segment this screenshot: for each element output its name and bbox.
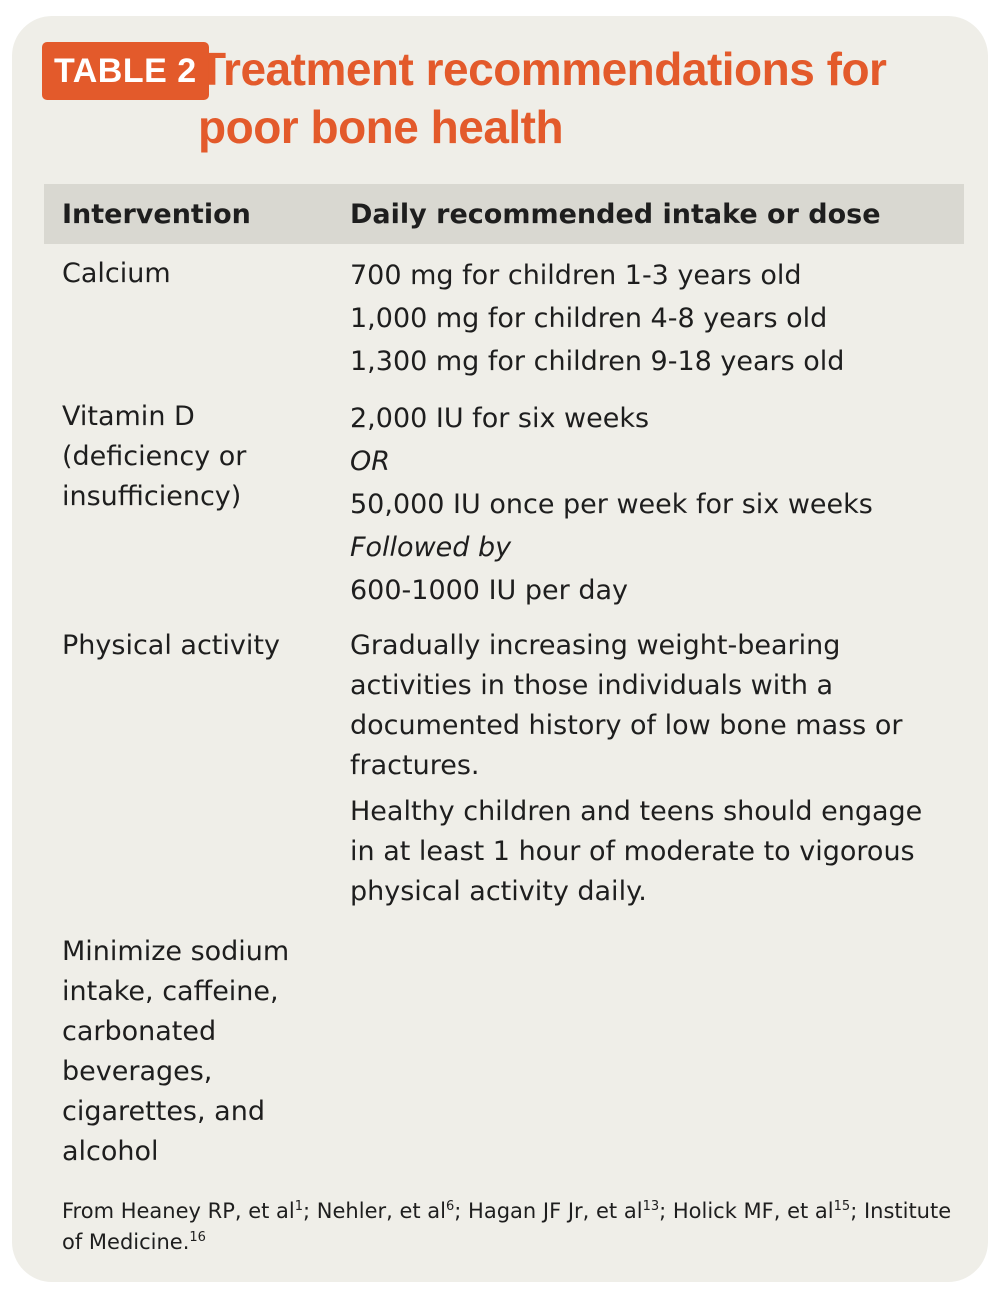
table-row-minimize <box>44 932 964 1172</box>
table-header-row <box>44 184 964 244</box>
dose-connector: Followed by <box>350 532 512 563</box>
table-number-badge: TABLE 2 <box>42 42 209 100</box>
reference-number: 6 <box>446 1199 455 1214</box>
dose-paragraph: Healthy children and teens should engage in at least 1 hour of moderate to vigorous physical activity daily. <box>350 796 923 907</box>
dose-line: 600-1000 IU per day <box>350 575 628 606</box>
recommendations-table <box>44 184 964 1172</box>
table-card <box>12 16 988 1282</box>
dose-cell <box>350 254 964 383</box>
dose-line: 50,000 IU once per week for six weeks <box>350 489 873 520</box>
footnote-text: ; Holick MF, et al <box>659 1199 834 1223</box>
intervention-cell: Physical activity <box>62 630 280 661</box>
header-intervention: Intervention <box>62 198 251 230</box>
dose-cell <box>350 397 964 612</box>
dose-line: 1,300 mg for children 9-18 years old <box>350 346 845 377</box>
footnote-text: From Heaney RP, et al <box>62 1199 295 1223</box>
table-row-physical-activity <box>44 626 964 912</box>
table-row-vitamin-d <box>44 397 964 612</box>
dose-paragraph: Gradually increasing weight-bearing activities in those individuals with a documented history of low bone mass or fractures. <box>350 630 903 781</box>
table-footnote <box>62 1196 962 1258</box>
dose-line: 700 mg for children 1-3 years old <box>350 260 802 291</box>
header-daily-intake: Daily recommended intake or dose <box>350 198 881 230</box>
footnote-text: ; Institute of Medicine. <box>62 1199 952 1254</box>
reference-number: 13 <box>642 1199 660 1214</box>
footnote-text: ; Nehler, et al <box>303 1199 447 1223</box>
footnote-text: ; Hagan JF Jr, et al <box>454 1199 643 1223</box>
table-row-calcium <box>44 254 964 383</box>
intervention-cell: Calcium <box>62 258 171 289</box>
table-title: Treatment recommendations for poor bone health <box>198 43 887 153</box>
reference-number: 16 <box>189 1230 206 1245</box>
dose-line: 1,000 mg for children 4-8 years old <box>350 303 828 334</box>
dose-cell <box>350 626 964 912</box>
intervention-cell: Minimize sodium intake, caffeine, carbonated beverages, cigarettes, and alcohol <box>62 936 290 1167</box>
reference-number: 15 <box>833 1199 851 1214</box>
dose-connector: OR <box>350 446 391 477</box>
dose-cell-empty <box>350 932 964 1172</box>
dose-line: 2,000 IU for six weeks <box>350 403 650 434</box>
reference-number: 1 <box>294 1199 304 1214</box>
intervention-cell: Vitamin D (deficiency or insufficiency) <box>62 401 247 512</box>
